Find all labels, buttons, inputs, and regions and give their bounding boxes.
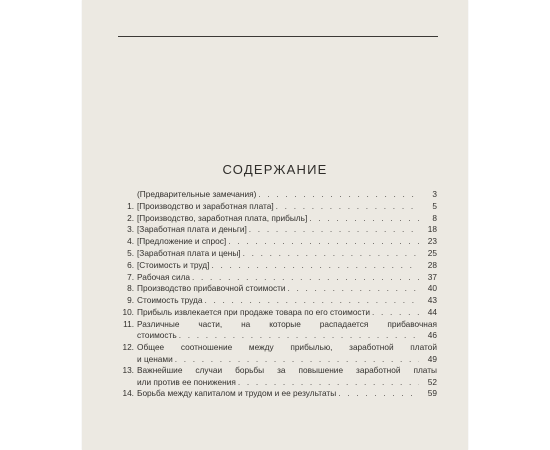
toc-entry [117,307,437,319]
toc-entry-number: 3. [127,224,134,235]
toc-entry-title: [Заработная плата и цены] [137,247,241,258]
book-page [82,0,468,450]
toc-entry-number: 11. [123,318,134,329]
toc-entry-title: (Предварительные замечания) [137,189,257,199]
toc-entry [117,295,437,307]
toc-entry-title: Общее соотношение между прибылью, заработной платой [137,341,437,352]
toc-leader-dots [228,236,419,248]
toc-entry-page: 3 [432,189,437,199]
toc-entry-page: 37 [427,271,437,282]
toc-leader-dots [288,283,419,295]
toc-leader-dots [338,388,419,400]
toc-entry [117,365,437,388]
toc-entry-title: Прибыль извлекается при продаже товара по его стоимости [137,306,371,317]
toc-entry-title: Различные части, на которые распадается прибавочная [137,318,437,329]
toc-leader-dots [175,354,419,366]
toc-entry [117,260,437,272]
toc-entry-number: 2. [127,212,134,223]
toc-entry [117,201,437,213]
toc-entry [117,236,437,248]
toc-entry-number [117,189,137,201]
toc-entry-page: 49 [427,353,437,364]
toc-entry-title: Производство прибавочной стоимости [137,283,286,294]
toc-entry-title-continued: или против ее понижения [137,376,236,387]
toc-entry-page: 46 [427,330,437,341]
toc-leader-dots [179,330,419,342]
toc-leader-dots [372,307,419,319]
toc-entry-title: Рабочая сила [137,271,191,282]
toc-entry [117,224,437,236]
toc-entry-page: 8 [432,212,437,223]
toc-entry-title: Важнейшие случаи борьбы за повышение заработной платы [137,365,437,376]
toc-leader-dots [309,213,419,225]
toc-entry-page: 18 [427,224,437,235]
toc-leader-dots [276,201,419,213]
toc-entry-page: 25 [427,247,437,258]
toc-entry [117,283,437,295]
top-rule [118,36,438,37]
toc-entry-number: 4. [127,236,134,247]
toc-entry-title: [Стоимость и труд] [137,259,210,270]
toc-entry [117,342,437,365]
toc-leader-dots [238,377,419,389]
toc-entry-page: 5 [432,200,437,211]
toc-entry-title: [Производство и заработная плата] [137,200,274,211]
toc-entry-number: 9. [127,295,134,306]
toc-entry [117,248,437,260]
toc-entry-page: 28 [427,259,437,270]
toc-entry-number: 8. [127,283,134,294]
toc-entry [117,189,437,201]
toc-entry-page: 23 [427,236,437,247]
toc-entry-title: [Предложение и спрос] [137,236,227,247]
toc-entry [117,272,437,284]
toc-entry-number: 13. [122,365,134,376]
toc-leader-dots [243,248,419,260]
toc-entry-number: 1. [127,200,134,211]
toc-entry-number: 5. [127,247,134,258]
toc-entry-number: 10. [122,306,134,317]
toc-entry [117,319,437,342]
toc-leader-dots [211,260,419,272]
page-title: СОДЕРЖАНИЕ [222,162,328,177]
toc-entry-title-continued: стоимость [137,330,177,341]
toc-entry-number: 7. [127,271,134,282]
toc-entry-title-continued: и ценами [137,353,173,364]
toc-entry-number: 14. [122,388,134,399]
toc-entry-number: 6. [127,259,134,270]
toc-entry-title: [Заработная плата и деньги] [137,224,247,235]
toc-leader-dots [205,295,420,307]
toc-entry [117,213,437,225]
toc-entry-title: Стоимость труда [137,295,203,306]
toc-entry-page: 59 [427,388,437,399]
toc-entry-number: 12. [122,341,134,352]
toc-entry-title: Борьба между капиталом и трудом и ее результаты [137,388,337,399]
table-of-contents [117,189,437,400]
toc-leader-dots [249,224,419,236]
toc-entry-page: 40 [427,283,437,294]
toc-leader-dots [258,189,419,201]
toc-entry [117,388,437,400]
toc-entry-page: 52 [427,376,437,387]
toc-entry-title: [Производство, заработная плата, прибыль] [137,212,308,223]
toc-entry-page: 43 [427,295,437,306]
toc-entry-page: 44 [427,306,437,317]
toc-leader-dots [192,272,419,284]
